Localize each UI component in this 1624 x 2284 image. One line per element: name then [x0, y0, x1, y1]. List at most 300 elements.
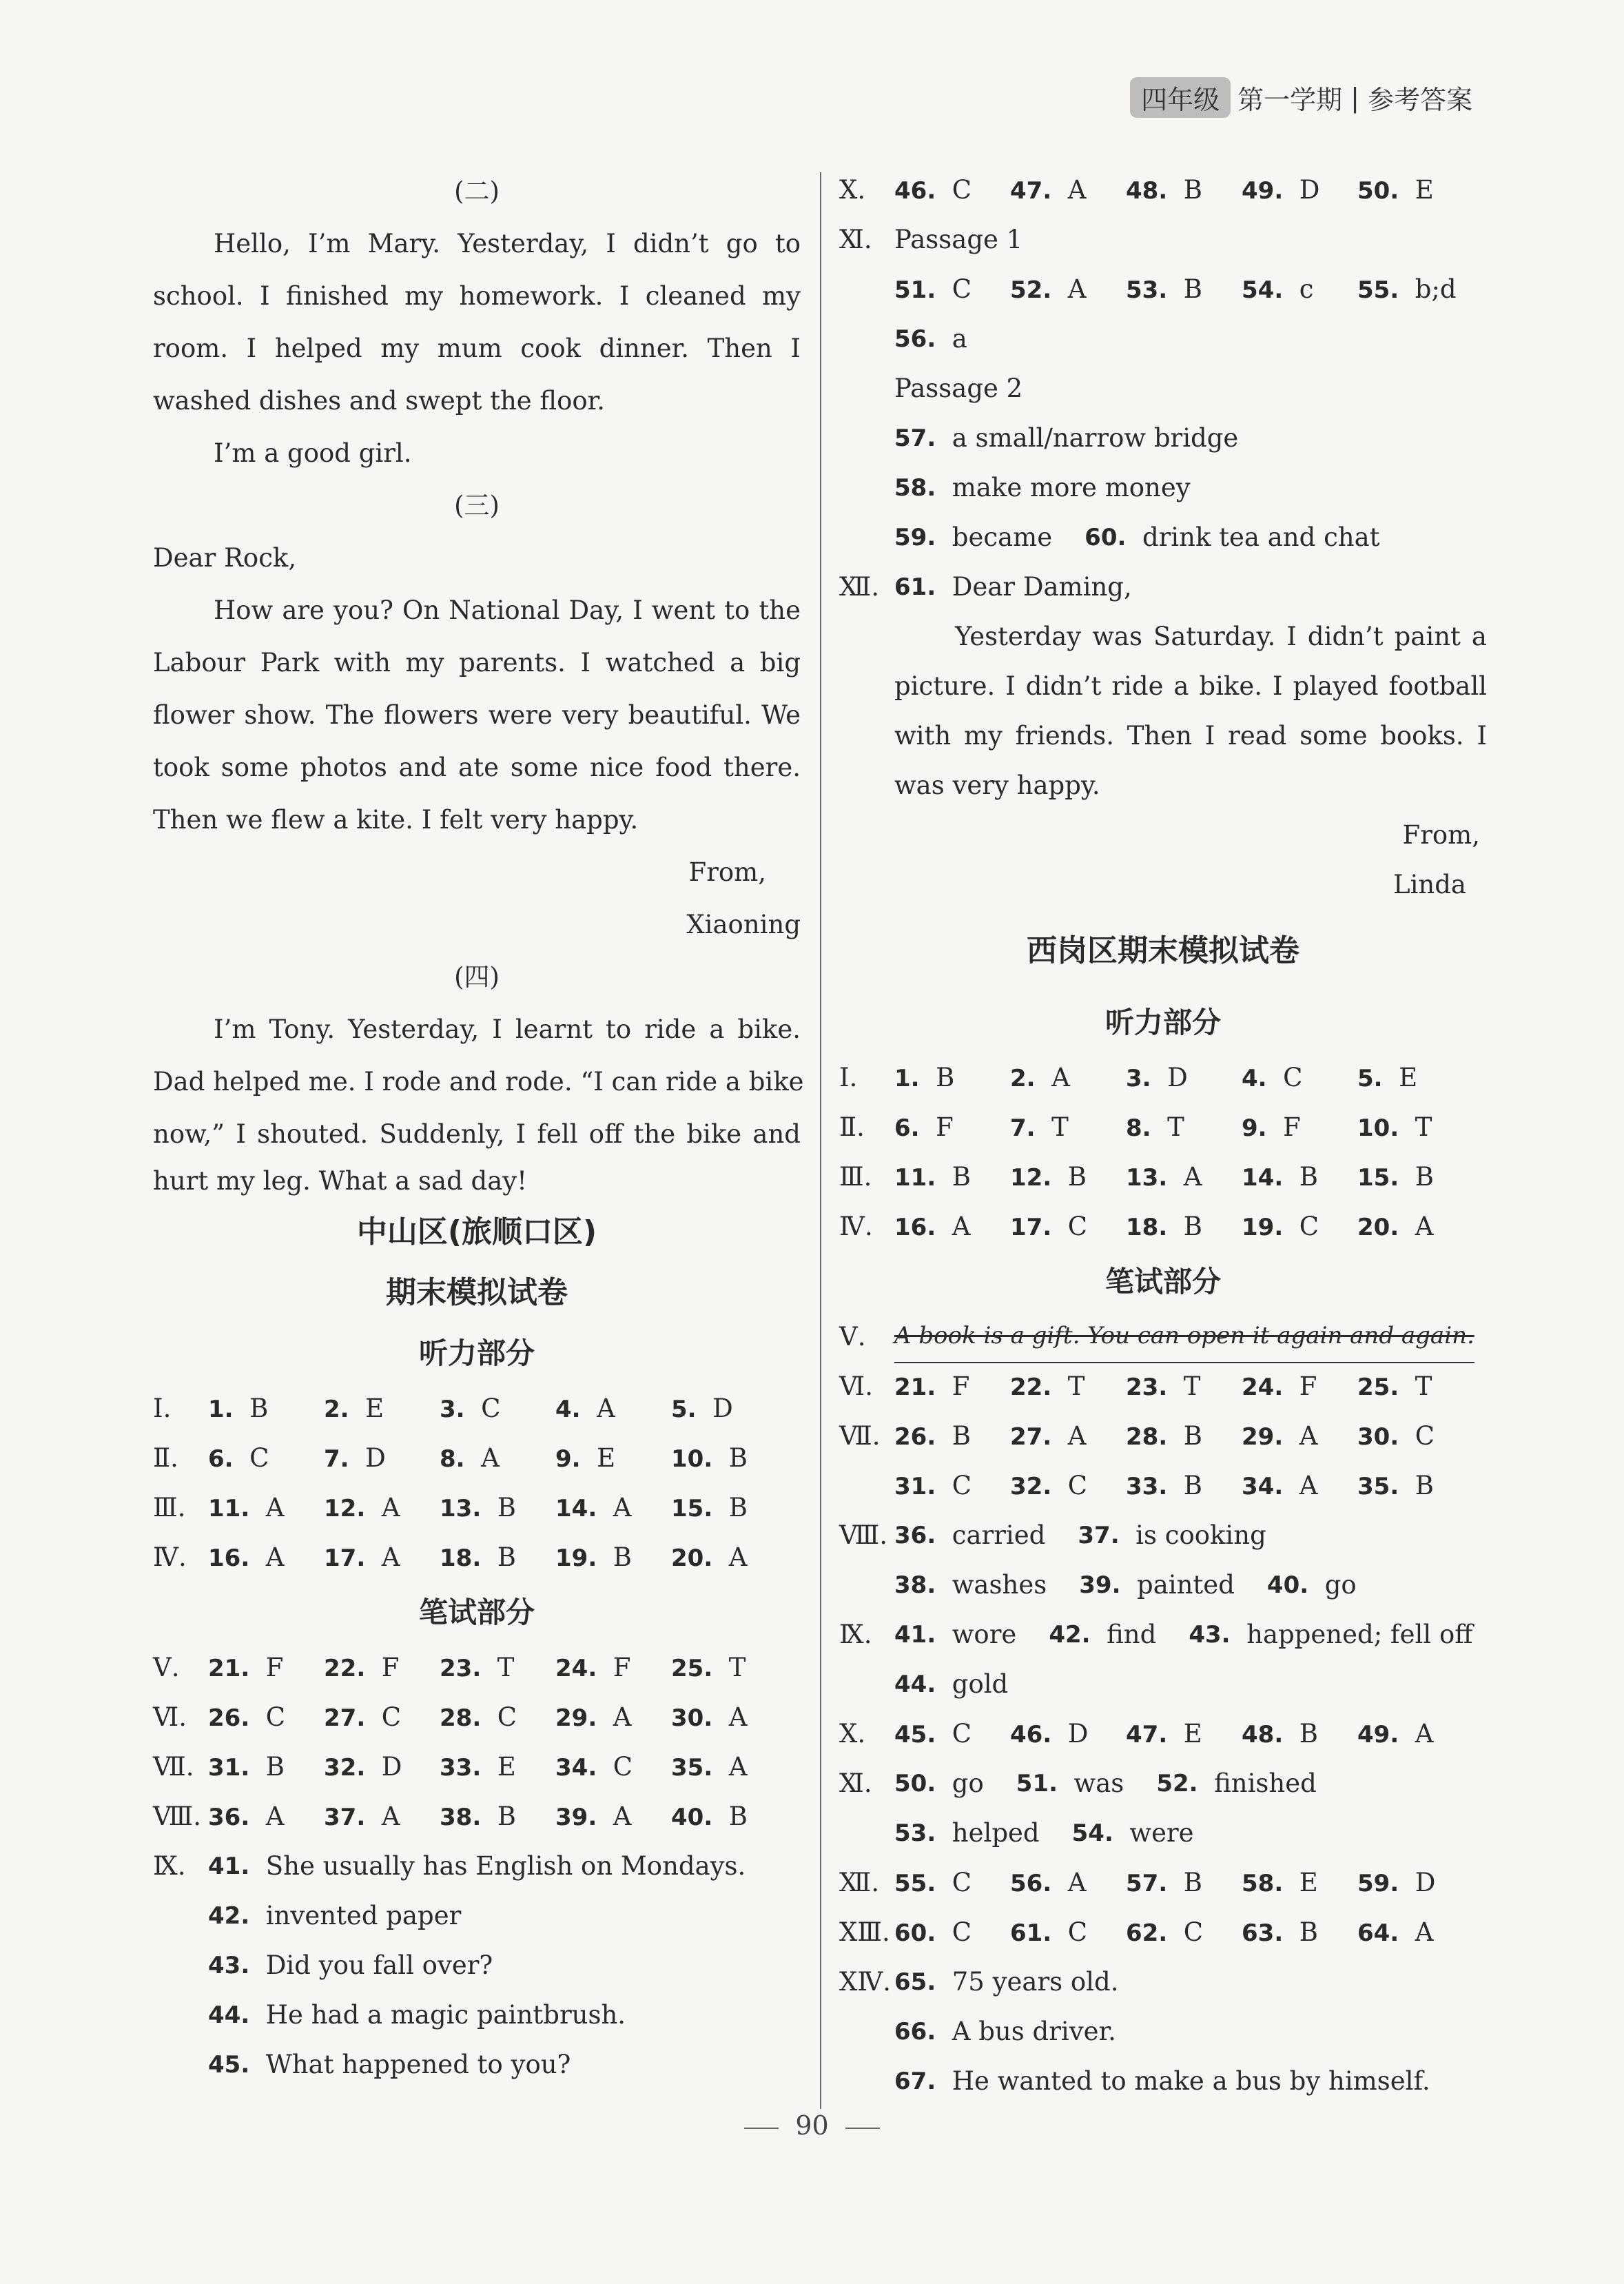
question-number: 24.	[1242, 1373, 1284, 1401]
answer-letter: D	[712, 1393, 733, 1423]
answer-item	[894, 1103, 1010, 1153]
answer-letter: C	[1283, 1062, 1303, 1092]
answer-text: He had a magic paintbrush.	[265, 2000, 626, 2030]
answer-letter: F	[381, 1652, 400, 1682]
answer-letter: B	[936, 1062, 955, 1092]
term-label: 第一学期	[1237, 85, 1343, 115]
answer-item	[1357, 165, 1473, 216]
roman-numeral: Ⅸ.	[153, 1851, 186, 1881]
answer-row	[839, 364, 1487, 414]
answer-letter: B	[1183, 1211, 1202, 1241]
answer-row	[153, 1941, 801, 1990]
answer-item	[1126, 1152, 1242, 1203]
roman-numeral: Ⅳ.	[153, 1542, 187, 1572]
question-number: 1.	[208, 1395, 234, 1423]
answer-item	[208, 1533, 324, 1583]
question-number: 7.	[1010, 1114, 1036, 1142]
answer-letter: B	[952, 1161, 971, 1192]
answer-item	[555, 1792, 671, 1842]
answer-row	[839, 1709, 1487, 1759]
answer-item	[324, 1434, 440, 1484]
answer-letter: B	[497, 1492, 516, 1522]
answer-item	[1126, 1411, 1242, 1462]
answer-letter: B	[728, 1801, 748, 1831]
answer-row-group	[839, 265, 1487, 314]
answer-item	[440, 1693, 555, 1743]
answer-text: drink tea and chat	[1142, 522, 1380, 552]
answer-row	[839, 1759, 1487, 1808]
roman-numeral: Ⅱ.	[839, 1112, 865, 1142]
question-number: 40.	[1266, 1571, 1309, 1599]
answer-item	[208, 1483, 324, 1533]
question-number: 49.	[1357, 1720, 1399, 1748]
answer-row	[839, 1560, 1487, 1610]
answer-item	[1357, 1411, 1473, 1462]
question-number: 57.	[1126, 1869, 1168, 1897]
answer-item	[555, 1483, 671, 1533]
answer-letter: T	[1183, 1371, 1201, 1401]
answer-letter: A	[728, 1702, 748, 1732]
roman-numeral: Ⅸ.	[839, 1620, 872, 1649]
answer-item	[1357, 1858, 1473, 1908]
answer-letter: A	[265, 1542, 285, 1572]
question-number: 60.	[1085, 524, 1127, 551]
question-number: 3.	[1126, 1064, 1151, 1092]
answer-row	[153, 1742, 801, 1792]
answer-letter: C	[265, 1702, 286, 1732]
answer-letter: T	[497, 1652, 515, 1682]
answer-item	[1126, 1908, 1242, 1958]
answer-item	[555, 1384, 671, 1434]
answer-item	[555, 1434, 671, 1484]
answer-letter: B	[1415, 1470, 1434, 1500]
question-number: 43.	[1189, 1621, 1231, 1649]
answer-item	[1126, 1053, 1242, 1103]
answer-item	[894, 165, 1010, 216]
answer-letter: E	[1415, 174, 1434, 205]
answer-letter: B	[1183, 274, 1202, 304]
answer-item	[324, 1742, 440, 1793]
answer-row	[839, 1858, 1487, 1908]
answer-letter: A	[952, 1211, 971, 1241]
passage-label: Passage 2	[894, 374, 1023, 403]
question-number: 11.	[208, 1494, 250, 1522]
question-number: 19.	[1242, 1213, 1284, 1241]
handwritten-sentence: A book is a gift. You can open it again and again.	[894, 1311, 1474, 1363]
question-number: 26.	[894, 1423, 936, 1451]
answer-row	[153, 1842, 801, 1891]
answer-letter: B	[728, 1442, 748, 1473]
answer-letter: B	[265, 1751, 285, 1782]
question-number: 45.	[894, 1720, 936, 1748]
answer-letter: A	[613, 1801, 632, 1831]
roman-numeral: Ⅳ.	[839, 1212, 873, 1241]
roman-numeral: Ⅵ.	[839, 1372, 873, 1401]
answer-letter: b;d	[1415, 274, 1457, 304]
answer-letter: B	[952, 1420, 971, 1451]
answer-letter: F	[265, 1652, 284, 1682]
question-number: 2.	[324, 1395, 349, 1423]
answer-item	[1126, 1461, 1242, 1511]
answer-item	[555, 1533, 671, 1583]
question-number: 55.	[1357, 276, 1399, 304]
answer-letter: B	[1183, 1867, 1202, 1897]
question-number: 27.	[324, 1704, 366, 1732]
question-number: 50.	[894, 1770, 936, 1797]
question-number: 50.	[1357, 176, 1399, 205]
roman-numeral: Ⅵ.	[153, 1702, 187, 1732]
answer-letter: C	[1415, 1420, 1435, 1451]
question-number: 31.	[208, 1753, 250, 1782]
answer-row	[153, 1434, 801, 1483]
text-line: was very happy.	[894, 771, 1100, 800]
answer-row	[153, 1990, 801, 2040]
question-number: 65.	[894, 1968, 936, 1996]
answer-item	[1242, 1858, 1357, 1908]
answer-row	[839, 1362, 1487, 1411]
roman-numeral: Ⅰ.	[153, 1394, 172, 1423]
answer-item	[671, 1643, 787, 1693]
text-line: flower show. The flowers were very beautiful. We	[153, 700, 801, 730]
answer-text: invented paper	[265, 1901, 462, 1930]
question-number: 67.	[894, 2068, 936, 2095]
question-number: 29.	[555, 1704, 597, 1732]
letter-from	[839, 810, 1487, 860]
question-number: 16.	[208, 1544, 250, 1572]
question-number: 34.	[1242, 1472, 1284, 1500]
answer-row	[153, 1792, 801, 1842]
answer-letter: A	[1183, 1161, 1202, 1192]
question-number: 37.	[324, 1803, 366, 1831]
answer-row	[839, 1152, 1487, 1202]
answer-item	[1242, 1709, 1357, 1760]
question-number: 47.	[1010, 176, 1052, 205]
exam-title: 西岗区期末模拟试卷	[1027, 933, 1299, 968]
question-number: 54.	[1071, 1819, 1113, 1847]
answer-row	[153, 1891, 801, 1941]
header-title: 参考答案	[1367, 85, 1472, 115]
question-number: 42.	[1049, 1621, 1091, 1649]
answer-letter: A	[381, 1542, 400, 1572]
answer-item	[1242, 1908, 1357, 1958]
answer-item	[1126, 1858, 1242, 1908]
answer-item	[894, 1202, 1010, 1252]
question-number: 5.	[671, 1395, 697, 1423]
question-number: 53.	[894, 1819, 936, 1847]
question-number: 55.	[894, 1869, 936, 1897]
question-number: 56.	[894, 325, 936, 353]
question-number: 57.	[894, 425, 936, 452]
answer-item	[1242, 1152, 1357, 1203]
footer-dash	[744, 2128, 779, 2129]
answer-item	[894, 1411, 1010, 1462]
roman-numeral: Ⅴ.	[839, 1322, 866, 1352]
answer-letter: E	[1399, 1062, 1418, 1092]
answer-row	[153, 1693, 801, 1742]
letter-line	[839, 761, 1487, 810]
question-number: 13.	[1126, 1163, 1168, 1192]
roman-numeral: Ⅻ.	[839, 572, 880, 602]
answer-item	[555, 1643, 671, 1693]
answer-letter: A	[728, 1542, 748, 1572]
text-line: room. I helped my mum cook dinner. Then I	[153, 334, 801, 363]
answer-item	[440, 1792, 555, 1842]
writing-heading: 笔试部分	[1104, 1265, 1221, 1298]
roman-numeral: ⅩⅢ.	[839, 1917, 890, 1947]
answer-row	[839, 265, 1487, 314]
text-line: Dad helped me. I rode and rode. “I can ride a bike	[153, 1067, 804, 1097]
answer-item	[1010, 1461, 1126, 1511]
question-number: 8.	[440, 1445, 465, 1473]
footer-dash	[845, 2128, 880, 2129]
answer-item	[671, 1384, 787, 1434]
roman-numeral: Ⅶ.	[839, 1421, 881, 1451]
question-number: 21.	[894, 1373, 936, 1401]
answer-row	[839, 463, 1487, 513]
answer-letter: A	[381, 1801, 400, 1831]
question-number: 49.	[1242, 176, 1284, 205]
answer-item	[1126, 165, 1242, 216]
answer-item	[1357, 1152, 1473, 1203]
answer-letter: B	[1299, 1718, 1318, 1748]
answer-item	[440, 1434, 555, 1484]
answer-letter: A	[1299, 1420, 1318, 1451]
answer-item	[1242, 1053, 1357, 1103]
text-line: Hello, I’m Mary. Yesterday, I didn’t go to	[214, 229, 801, 258]
text-line: school. I finished my homework. I cleaned my	[153, 281, 801, 311]
text-line: took some photos and ate some nice food there.	[153, 753, 801, 782]
question-number: 58.	[1242, 1869, 1284, 1897]
answer-item	[1010, 1709, 1126, 1760]
question-number: 23.	[440, 1654, 482, 1682]
answer-item	[671, 1434, 787, 1484]
answer-item	[1357, 1461, 1473, 1511]
answer-text: helped	[952, 1818, 1040, 1848]
answer-item	[1010, 1908, 1126, 1958]
answer-item	[324, 1533, 440, 1583]
answer-text: gold	[952, 1669, 1009, 1699]
question-number: 18.	[1126, 1213, 1168, 1241]
answer-text: find	[1107, 1620, 1157, 1649]
answer-letter: A	[1051, 1062, 1070, 1092]
question-number: 60.	[894, 1919, 936, 1947]
answer-letter: A	[1299, 1470, 1318, 1500]
roman-numeral: Ⅹ.	[839, 1719, 866, 1748]
answer-letter: A	[613, 1492, 632, 1522]
page-footer	[0, 2110, 1624, 2141]
letter-greeting: Dear Rock,	[153, 543, 297, 573]
question-number: 40.	[671, 1803, 713, 1831]
answer-item	[894, 1362, 1010, 1412]
answer-item	[894, 1908, 1010, 1958]
answer-letter: D	[1415, 1867, 1436, 1897]
question-number: 2.	[1010, 1064, 1036, 1092]
answer-letter: c	[1299, 274, 1314, 304]
question-number: 59.	[894, 524, 936, 551]
answer-row	[839, 314, 1487, 364]
answer-item	[1126, 265, 1242, 315]
answer-letter: C	[613, 1751, 633, 1782]
letter-signature-text: Linda	[1393, 870, 1466, 899]
answer-item	[671, 1742, 787, 1793]
roman-numeral: Ⅺ.	[839, 225, 872, 254]
question-number: 29.	[1242, 1423, 1284, 1451]
answer-item	[208, 1742, 324, 1793]
question-number: 28.	[440, 1704, 482, 1732]
answer-letter: A	[381, 1492, 400, 1522]
roman-numeral: Ⅷ.	[839, 1520, 888, 1550]
answer-letter: B	[1415, 1161, 1434, 1192]
letter-signature: Xiaoning	[686, 910, 801, 939]
answer-letter: B	[1067, 1161, 1087, 1192]
grade-badge: 四年级	[1130, 77, 1231, 118]
roman-numeral: Ⅲ.	[839, 1162, 872, 1192]
roman-numeral: Ⅺ.	[839, 1768, 872, 1798]
answer-letter: B	[249, 1393, 269, 1423]
question-number: 16.	[894, 1213, 936, 1241]
answer-item	[440, 1742, 555, 1793]
answer-item	[208, 1792, 324, 1842]
answer-letter: C	[1183, 1917, 1204, 1947]
answer-letter: T	[1067, 1371, 1085, 1401]
question-number: 23.	[1126, 1373, 1168, 1401]
question-number: 53.	[1126, 276, 1168, 304]
answer-text: carried	[952, 1520, 1046, 1550]
answer-item	[555, 1693, 671, 1743]
answer-letter: E	[1299, 1867, 1318, 1897]
text-line: I’m a good girl.	[214, 438, 412, 468]
answer-item	[1010, 1202, 1126, 1252]
answer-text: wore	[952, 1620, 1017, 1649]
answer-item	[1242, 165, 1357, 216]
question-number: 30.	[1357, 1423, 1399, 1451]
text-line: How are you? On National Day, I went to the	[214, 595, 801, 625]
answer-letter: F	[613, 1652, 631, 1682]
writing-answers	[153, 1643, 801, 1842]
letter-line	[839, 612, 1487, 662]
question-number: 15.	[1357, 1163, 1399, 1192]
answer-item	[894, 265, 1010, 315]
question-number: 36.	[894, 1522, 936, 1549]
answer-letter: T	[1415, 1112, 1432, 1142]
answer-row	[839, 1511, 1487, 1560]
answer-item	[1357, 1202, 1473, 1252]
answer-letter: A	[1067, 1420, 1087, 1451]
answer-row	[839, 1908, 1487, 1957]
answer-letter: E	[365, 1393, 384, 1423]
answer-row	[839, 1053, 1487, 1103]
answer-item	[1357, 1908, 1473, 1958]
answer-row	[839, 414, 1487, 463]
question-number: 39.	[555, 1803, 597, 1831]
answer-item	[1126, 1709, 1242, 1760]
answer-row-group	[839, 1858, 1487, 1957]
answer-text: finished	[1214, 1768, 1317, 1798]
question-number: 33.	[440, 1753, 482, 1782]
answer-item	[324, 1483, 440, 1533]
answer-text: was	[1073, 1768, 1124, 1798]
question-number: 7.	[324, 1445, 349, 1473]
answer-letter: A	[1415, 1718, 1434, 1748]
answer-item	[1242, 1362, 1357, 1412]
answer-row	[153, 1384, 801, 1434]
answer-letter: A	[1415, 1917, 1434, 1947]
answer-item	[894, 1709, 1010, 1760]
question-number: 12.	[324, 1494, 366, 1522]
listening-heading: 听力部分	[1104, 1006, 1221, 1039]
question-number: 63.	[1242, 1919, 1284, 1947]
answer-letter: A	[1067, 1867, 1087, 1897]
answer-item	[1010, 1858, 1126, 1908]
answer-text: painted	[1137, 1570, 1235, 1600]
question-number: 28.	[1126, 1423, 1168, 1451]
question-number: 14.	[555, 1494, 597, 1522]
answer-letter: F	[952, 1371, 970, 1401]
answer-letter: D	[1299, 174, 1320, 205]
question-number: 10.	[671, 1445, 713, 1473]
letter-greeting: Dear Daming,	[952, 572, 1132, 602]
answer-letter: A	[1067, 274, 1087, 304]
right-column	[839, 165, 1487, 2106]
answer-letter: A	[265, 1492, 285, 1522]
question-number: 19.	[555, 1544, 597, 1572]
answer-letter: A	[728, 1751, 748, 1782]
answer-item	[208, 1384, 324, 1434]
answer-letter: C	[952, 1470, 972, 1500]
answer-item	[440, 1643, 555, 1693]
answer-item	[208, 1693, 324, 1743]
question-number: 33.	[1126, 1472, 1168, 1500]
question-number: 47.	[1126, 1720, 1168, 1748]
roman-numeral: Ⅲ.	[153, 1493, 186, 1522]
answer-letter: F	[1299, 1371, 1317, 1401]
question-number: 52.	[1010, 276, 1052, 304]
answer-item	[324, 1792, 440, 1842]
answer-letter: C	[481, 1393, 501, 1423]
answer-letter: D	[365, 1442, 386, 1473]
question-number: 17.	[1010, 1213, 1052, 1241]
question-number: 51.	[1016, 1770, 1058, 1797]
question-number: 26.	[208, 1704, 250, 1732]
answer-row	[839, 165, 1487, 215]
answer-row	[839, 1610, 1487, 1660]
answer-letter: B	[1299, 1161, 1318, 1192]
answer-letter: E	[497, 1751, 516, 1782]
answer-text: What happened to you?	[265, 2050, 571, 2079]
question-number: 51.	[894, 276, 936, 304]
question-number: 17.	[324, 1544, 366, 1572]
answer-text: were	[1129, 1818, 1194, 1848]
answer-row	[839, 1411, 1487, 1461]
question-number: 22.	[324, 1654, 366, 1682]
text-line: washed dishes and swept the floor.	[153, 386, 606, 416]
answer-letter: E	[1183, 1718, 1202, 1748]
answer-letter: A	[613, 1702, 632, 1732]
letter-line	[839, 662, 1487, 711]
answer-letter: C	[952, 1867, 972, 1897]
question-number: 11.	[894, 1163, 936, 1192]
answer-letter: B	[1299, 1917, 1318, 1947]
question-number: 64.	[1357, 1919, 1399, 1947]
question-number: 32.	[1010, 1472, 1052, 1500]
roman-numeral: Ⅻ.	[839, 1868, 880, 1897]
question-number: 9.	[1242, 1114, 1267, 1142]
answer-row	[839, 1103, 1487, 1152]
roman-numeral: Ⅴ.	[153, 1653, 180, 1682]
answer-item	[208, 1643, 324, 1693]
answer-item	[1010, 265, 1126, 315]
answer-item	[1242, 1461, 1357, 1511]
